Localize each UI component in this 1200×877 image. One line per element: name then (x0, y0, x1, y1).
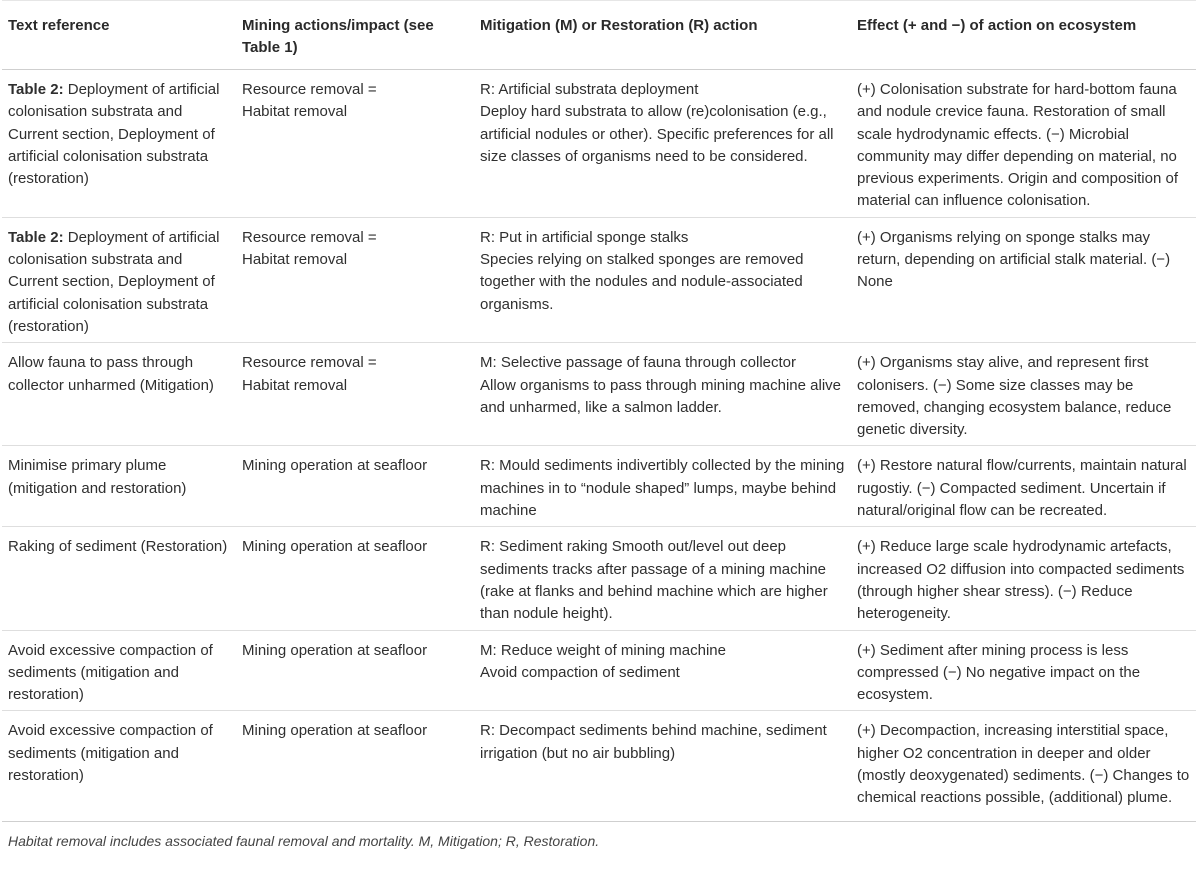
table-header (2, 1, 1196, 70)
reference-text: Allow fauna to pass through collector unharmed (Mitigation) (8, 354, 214, 394)
table-row (2, 711, 1196, 821)
header-row (2, 1, 1196, 70)
reference-text: Deployment of artificial colonisation substrata and Current section, Deployment of artificial colonisation substrata (restoration) (8, 81, 220, 188)
cell-action (474, 217, 851, 342)
action-detail: Deploy hard substrata to allow (re)colonisation (e.g., artificial nodules or other). Specific preferences for all size classes of organisms need to be considered. (480, 103, 834, 165)
cell-mining-impact: Mining operation at seafloor (236, 446, 474, 527)
table-body (2, 70, 1196, 822)
reference-text: Avoid excessive compaction of sediments (mitigation and restoration) (8, 722, 213, 785)
cell-effect: (+) Decompaction, increasing interstitial space, higher O2 concentration in deeper and older (mostly deoxygenated) sediments. (−) Changes to chemical reactions possible, (additional) plume. (851, 711, 1196, 821)
cell-effect: (+) Restore natural flow/currents, maintain natural rugostiy. (−) Compacted sediment. Uncertain if natural/original flow can be recreated. (851, 446, 1196, 527)
cell-text-reference (2, 217, 236, 342)
action-title: R: Artificial substrata deployment (480, 81, 699, 98)
reference-text: Raking of sediment (Restoration) (8, 538, 228, 556)
cell-action (474, 70, 851, 218)
cell-text-reference (2, 446, 236, 527)
cell-mining-impact: Resource removal = Habitat removal (236, 70, 474, 218)
table-row (2, 70, 1196, 218)
header-mining-actions: Mining actions/impact (see Table 1) (236, 1, 474, 70)
cell-effect: (+) Reduce large scale hydrodynamic artefacts, increased O2 diffusion into compacted sediments (through higher shear stress). (−) Reduce heterogeneity. (851, 527, 1196, 630)
reference-text: Deployment of artificial colonisation substrata and Current section, Deployment of artificial colonisation substrata (restoration) (8, 228, 220, 335)
mitigation-restoration-table (2, 0, 1196, 822)
table-row (2, 446, 1196, 527)
cell-effect: (+) Organisms stay alive, and represent first colonisers. (−) Some size classes may be removed, changing ecosystem balance, reduce genetic diversity. (851, 343, 1196, 446)
cell-action (474, 527, 851, 630)
action-title: M: Reduce weight of mining machine (480, 641, 726, 659)
table-footnote: Habitat removal includes associated faunal removal and mortality. M, Mitigation; R, Restoration. (8, 832, 600, 849)
cell-text-reference (2, 630, 236, 711)
cell-effect: (+) Organisms relying on sponge stalks may return, depending on artificial stalk material. (−) None (851, 217, 1196, 342)
table-row (2, 527, 1196, 630)
cell-mining-impact: Mining operation at seafloor (236, 630, 474, 711)
reference-text: Avoid excessive compaction of sediments (mitigation and restoration) (8, 641, 213, 704)
cell-action (474, 711, 851, 821)
reference-table-label: Table 2: (8, 81, 64, 98)
cell-text-reference (2, 70, 236, 218)
cell-mining-impact: Resource removal = Habitat removal (236, 217, 474, 342)
action-detail: Allow organisms to pass through mining machine alive and unharmed, like a salmon ladder. (480, 376, 842, 416)
cell-mining-impact: Mining operation at seafloor (236, 527, 474, 630)
action-title: R: Put in artificial sponge stalks (480, 228, 689, 246)
action-title: R: Mould sediments indivertibly collected by the mining machines in to “nodule shaped” lumps, maybe behind machine (480, 457, 845, 520)
action-detail: Avoid compaction of sediment (480, 663, 680, 681)
header-mitigation-restoration: Mitigation (M) or Restoration (R) action (474, 1, 851, 70)
cell-action (474, 630, 851, 711)
action-detail: Species relying on stalked sponges are removed together with the nodules and nodule-associated organisms. (480, 251, 804, 313)
action-title: R: Decompact sediments behind machine, sediment irrigation (but no air bubbling) (480, 722, 827, 762)
action-title: R: Sediment raking Smooth out/level out deep sediments tracks after passage of a mining machine (rake at flanks and behind machine which are higher than nodule height). (480, 538, 828, 623)
cell-action (474, 446, 851, 527)
cell-action (474, 343, 851, 446)
table-row (2, 217, 1196, 342)
cell-mining-impact: Resource removal = Habitat removal (236, 343, 474, 446)
table-row (2, 343, 1196, 446)
cell-mining-impact: Mining operation at seafloor (236, 711, 474, 821)
reference-table-label: Table 2: (8, 228, 64, 246)
table-row (2, 630, 1196, 711)
header-text-reference: Text reference (2, 1, 236, 70)
cell-effect: (+) Sediment after mining process is less compressed (−) No negative impact on the ecosystem. (851, 630, 1196, 711)
cell-text-reference (2, 711, 236, 821)
cell-text-reference (2, 527, 236, 630)
reference-text: Minimise primary plume (mitigation and restoration) (8, 457, 187, 497)
cell-text-reference (2, 343, 236, 446)
cell-effect: (+) Colonisation substrate for hard-bottom fauna and nodule crevice fauna. Restoration of small scale hydrodynamic effects. (−) Microbial community may differ depending on material, no previous experiments. Origin and composition of material can influence colonisation. (851, 70, 1196, 218)
header-effect: Effect (+ and −) of action on ecosystem (851, 1, 1196, 70)
action-title: M: Selective passage of fauna through collector (480, 354, 797, 372)
